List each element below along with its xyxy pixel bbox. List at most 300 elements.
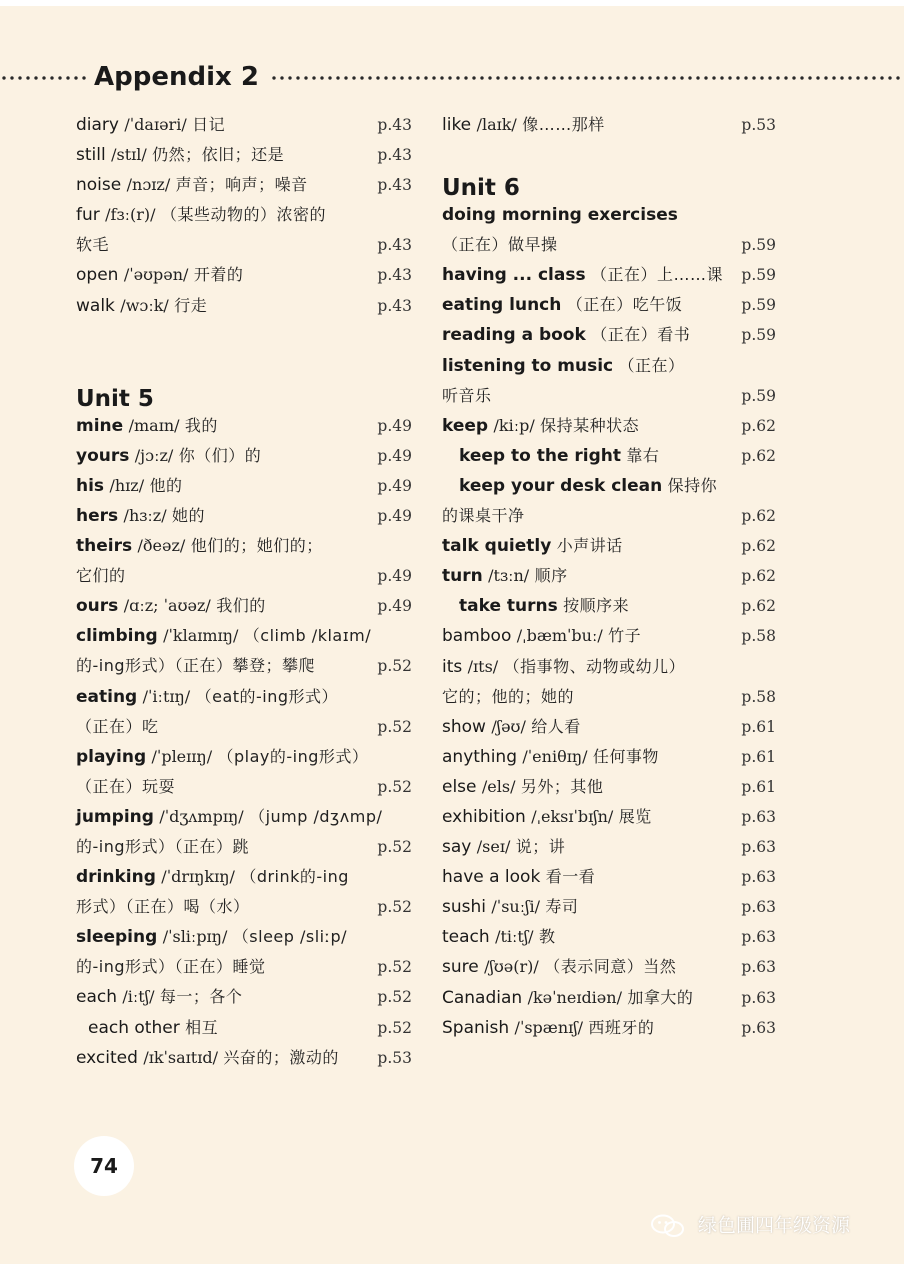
entry-meaning: 看一看	[545, 867, 596, 887]
entry-meaning: 它的；他的；她的	[442, 686, 575, 706]
entry-meaning: 保持某种状态	[540, 415, 640, 435]
vocab-entry	[442, 922, 778, 952]
entry-phonetic: /maɪn/	[128, 415, 180, 435]
entry-meaning: 给人看	[531, 716, 581, 736]
entry-text	[442, 952, 676, 982]
vocab-entry	[76, 561, 414, 591]
vocab-entry	[76, 892, 414, 922]
vocab-entry	[442, 531, 778, 561]
entry-word: eating	[76, 686, 138, 707]
entry-text	[442, 501, 525, 531]
entry-meaning: 它们的	[76, 566, 126, 586]
entry-text	[442, 621, 641, 651]
entry-word: doing morning exercises	[442, 205, 678, 226]
entry-page-ref: p.62	[741, 507, 776, 526]
entry-text	[442, 411, 639, 441]
entry-meaning: 的-ing形式）（正在）睡觉	[76, 957, 266, 977]
entry-text	[76, 291, 207, 321]
entry-phonetic: /kiːp/	[493, 415, 535, 435]
entry-meaning: 开着的	[193, 265, 244, 285]
entry-word: take turns	[459, 596, 558, 617]
entry-meaning: 声音；响声；噪音	[175, 175, 308, 195]
entry-text	[76, 952, 266, 982]
entry-meaning: （指事物、动物或幼儿）	[503, 656, 686, 676]
vocab-entry	[76, 260, 414, 290]
entry-phonetic: /ˈspænɪʃ/	[514, 1017, 583, 1037]
entry-word: talk quietly	[442, 536, 552, 557]
entry-page-ref: p.63	[741, 898, 776, 917]
vocab-entry	[76, 531, 414, 561]
entry-text	[442, 260, 723, 290]
vocab-entry	[76, 200, 414, 230]
entry-page-ref: p.62	[741, 597, 776, 616]
entry-page-ref: p.58	[741, 687, 776, 706]
vocab-entry	[76, 501, 414, 531]
entry-meaning: （climb /klaɪm/	[243, 626, 372, 646]
entry-page-ref: p.49	[377, 446, 412, 465]
entry-text	[442, 351, 685, 381]
entry-meaning: 日记	[192, 115, 226, 134]
unit-heading: Unit 6	[442, 175, 520, 202]
entry-phonetic: /jɔːz/	[134, 445, 174, 465]
entry-text	[76, 260, 243, 290]
entry-text	[76, 110, 225, 140]
entry-meaning: 保持你	[667, 475, 718, 495]
vocab-entry	[76, 1013, 414, 1043]
entry-phonetic: /ɑːz; ˈaʊəz/	[123, 596, 211, 616]
entry-meaning: （正在）做早操	[442, 235, 558, 255]
entry-text	[459, 471, 717, 501]
vocab-entry	[76, 471, 414, 501]
vocab-entry	[76, 291, 414, 321]
entry-phonetic: /ˈeniθɪŋ/	[522, 746, 588, 766]
entry-text	[442, 832, 565, 862]
entry-word: sleeping	[76, 927, 158, 948]
entry-word: still	[76, 145, 106, 166]
entry-word: keep to the right	[459, 445, 622, 466]
entry-word: else	[442, 776, 477, 797]
entry-meaning: 顺序	[534, 566, 568, 586]
entry-text	[442, 802, 652, 832]
entry-page-ref: p.62	[741, 567, 776, 586]
vocab-entry	[76, 651, 414, 681]
vocab-entry	[442, 892, 778, 922]
entry-page-ref: p.52	[377, 717, 412, 736]
entry-word: his	[76, 475, 105, 496]
entry-page-ref: p.63	[741, 958, 776, 977]
entry-meaning: 相互	[185, 1017, 219, 1037]
entry-phonetic: /hɜːz/	[123, 505, 167, 525]
vocab-entry	[76, 621, 414, 651]
entry-phonetic: /nɔɪz/	[126, 175, 171, 195]
entry-text	[76, 441, 261, 471]
entry-phonetic: /ˈpleɪɪŋ/	[151, 746, 213, 766]
entry-phonetic: /ˈsuːʃi/	[491, 897, 540, 917]
entry-phonetic: /ˈdʒʌmpɪŋ/	[159, 806, 244, 826]
vocab-entry	[442, 832, 778, 862]
vocab-entry	[76, 441, 414, 471]
entry-text	[442, 200, 678, 230]
entry-page-ref: p.63	[741, 807, 776, 826]
entry-phonetic: /ðeəz/	[137, 536, 186, 556]
entry-text	[442, 1013, 654, 1043]
entry-word: hers	[76, 505, 119, 526]
entry-text	[76, 170, 308, 200]
entry-page-ref: p.52	[377, 958, 412, 977]
spacer	[442, 140, 778, 170]
entry-text	[76, 682, 338, 712]
entry-page-ref: p.43	[377, 266, 412, 285]
entry-meaning: 像……那样	[522, 115, 605, 134]
appendix-header	[0, 58, 904, 98]
entry-text	[76, 772, 175, 802]
entry-page-ref: p.62	[741, 416, 776, 435]
vocab-entry	[76, 802, 414, 832]
vocab-entry	[442, 682, 778, 712]
entry-text	[76, 862, 349, 892]
vocab-entry	[442, 230, 778, 260]
entry-meaning: 他的	[149, 475, 183, 495]
entry-text	[76, 561, 126, 591]
entry-word: each other	[88, 1017, 180, 1038]
entry-page-ref: p.52	[377, 657, 412, 676]
vocab-entry	[76, 110, 414, 140]
left-column	[76, 110, 414, 1073]
unit-heading: Unit 5	[76, 385, 154, 412]
entry-text	[76, 892, 250, 922]
vocab-entry	[76, 832, 414, 862]
vocab-entry	[76, 230, 414, 260]
vocab-entry	[442, 290, 778, 320]
entry-text	[76, 742, 368, 772]
entry-word: its	[442, 656, 463, 677]
top-strip	[0, 0, 904, 6]
entry-text	[76, 712, 159, 742]
entry-meaning: 行走	[174, 295, 208, 315]
entry-phonetic: /hɪz/	[109, 475, 145, 495]
entry-text	[76, 471, 183, 501]
vocab-entry	[442, 471, 778, 501]
entry-meaning: 我们的	[216, 596, 266, 616]
entry-page-ref: p.49	[377, 506, 412, 525]
entry-word: fur	[76, 205, 100, 226]
entry-phonetic: /stɪl/	[111, 145, 147, 165]
vocab-entry	[76, 682, 414, 712]
entry-text	[76, 982, 242, 1012]
entry-word: yours	[76, 445, 130, 466]
vocab-entry	[442, 862, 778, 892]
entry-phonetic: /ˈklaɪmɪŋ/	[163, 626, 239, 646]
entry-text	[76, 200, 326, 230]
entry-meaning: （正在）看书	[591, 325, 691, 345]
entry-phonetic: /ˌeksɪˈbɪʃn/	[531, 806, 614, 826]
entry-meaning: （play的-ing形式）	[217, 746, 369, 766]
entry-meaning: 加拿大的	[627, 987, 694, 1007]
entry-text	[459, 441, 659, 471]
entry-meaning: 听音乐	[442, 385, 492, 405]
vocab-entry	[442, 983, 778, 1013]
entry-phonetic: /tiːtʃ/	[495, 927, 534, 947]
entry-text	[442, 290, 682, 320]
entry-page-ref: p.49	[377, 416, 412, 435]
entry-word: mine	[76, 415, 124, 436]
entry-phonetic: /kəˈneɪdiən/	[527, 987, 622, 1007]
entry-phonetic: /wɔːk/	[120, 295, 169, 315]
entry-phonetic: /ɪts/	[467, 656, 499, 676]
entry-page-ref: p.58	[741, 627, 776, 646]
vocab-entry	[442, 591, 778, 621]
entry-word: eating lunch	[442, 295, 562, 316]
entry-word: having ... class	[442, 265, 586, 286]
entry-text	[442, 110, 605, 140]
vocab-entry	[76, 952, 414, 982]
entry-meaning: 她的	[172, 505, 206, 525]
entry-word: noise	[76, 175, 122, 196]
entry-page-ref: p.59	[741, 236, 776, 255]
dotted-rule-right	[270, 76, 904, 80]
entry-text	[76, 1043, 339, 1073]
entry-meaning: 说；讲	[515, 837, 566, 857]
entry-text	[442, 230, 558, 260]
entry-meaning: 的-ing形式）（正在）跳	[76, 836, 250, 856]
vocab-entry	[76, 772, 414, 802]
entry-meaning: （正在）吃	[76, 716, 159, 736]
vocab-entry	[442, 200, 778, 230]
watermark	[650, 1209, 850, 1241]
entry-phonetic: /ˌbæmˈbuː/	[516, 626, 603, 646]
entry-meaning: （jump /dʒʌmp/	[249, 806, 383, 826]
entry-meaning: （正在）玩耍	[76, 776, 176, 796]
entry-page-ref: p.43	[377, 116, 412, 134]
spacer	[76, 321, 414, 351]
entry-page-ref: p.43	[377, 176, 412, 195]
entry-meaning: 小声讲话	[556, 536, 623, 556]
entry-word: jumping	[76, 806, 154, 827]
entry-page-ref: p.63	[741, 1018, 776, 1037]
entry-meaning: （某些动物的）浓密的	[160, 205, 326, 225]
vocab-entry	[76, 1043, 414, 1073]
vocab-entry	[442, 381, 778, 411]
entry-text	[76, 531, 323, 561]
entry-text	[76, 922, 347, 952]
entry-meaning: 仍然；依旧；还是	[152, 145, 285, 165]
entry-phonetic: /ˈsliːpɪŋ/	[162, 927, 228, 947]
entry-word: anything	[442, 746, 517, 767]
entry-word: turn	[442, 566, 483, 587]
vocab-entry	[442, 351, 778, 381]
entry-meaning: （正在）吃午饭	[566, 295, 683, 315]
entry-word: theirs	[76, 536, 133, 557]
entry-meaning: 另外；其他	[520, 776, 604, 796]
entry-page-ref: p.59	[741, 386, 776, 405]
entry-page-ref: p.63	[741, 868, 776, 887]
entry-meaning: 靠右	[626, 445, 660, 465]
entry-text	[442, 892, 578, 922]
entry-meaning: （正在）	[618, 355, 685, 375]
entry-meaning: 的课桌干净	[442, 506, 525, 526]
entry-page-ref: p.52	[377, 988, 412, 1007]
entry-text	[442, 862, 595, 892]
vocab-entry	[442, 320, 778, 350]
entry-meaning: 的-ing形式）（正在）攀登；攀爬	[76, 656, 316, 676]
vocab-entry	[442, 652, 778, 682]
entry-phonetic: /ˈiːtɪŋ/	[142, 686, 191, 706]
entry-page-ref: p.43	[377, 236, 412, 255]
entry-word: Spanish	[442, 1017, 510, 1038]
entry-text	[76, 802, 382, 832]
vocab-entry	[442, 952, 778, 982]
entry-page-ref: p.59	[741, 266, 776, 285]
vocab-entry	[442, 712, 778, 742]
entry-word: reading a book	[442, 325, 586, 346]
entry-word: diary	[76, 115, 119, 135]
entry-meaning: 竹子	[608, 626, 642, 646]
entry-phonetic: /ʃʊə(r)/	[484, 957, 539, 977]
entry-page-ref: p.63	[741, 838, 776, 857]
entry-meaning: 教	[538, 927, 556, 947]
entry-meaning: （正在）上……课	[591, 265, 724, 285]
entry-page-ref: p.49	[377, 567, 412, 586]
entry-text	[442, 381, 492, 411]
entry-page-ref: p.49	[377, 597, 412, 616]
entry-text	[76, 651, 315, 681]
watermark-text: 绿色圃四年级资源	[698, 1214, 851, 1237]
entry-page-ref: p.43	[377, 296, 412, 315]
entry-page-ref: p.53	[741, 116, 776, 134]
vocab-entry	[442, 260, 778, 290]
entry-word: ours	[76, 596, 119, 617]
entry-phonetic: /tɜːn/	[488, 566, 530, 586]
entry-text	[442, 561, 568, 591]
vocab-entry	[76, 140, 414, 170]
entry-word: exhibition	[442, 806, 526, 827]
vocab-entry	[76, 411, 414, 441]
vocab-entry	[442, 110, 778, 140]
entry-meaning: 兴奋的；激动的	[223, 1047, 339, 1067]
entry-word: like	[442, 115, 472, 135]
entry-text	[442, 922, 556, 952]
vocab-entry	[76, 712, 414, 742]
entry-word: playing	[76, 746, 147, 767]
entry-word: each	[76, 987, 117, 1008]
entry-page-ref: p.59	[741, 326, 776, 345]
entry-phonetic: /els/	[481, 776, 516, 796]
vocab-entry	[76, 862, 414, 892]
entry-text	[459, 591, 629, 621]
entry-meaning: 寿司	[545, 897, 579, 917]
entry-meaning: 他们的；她们的；	[190, 536, 323, 556]
vocab-entry	[76, 591, 414, 621]
entry-meaning: （sleep /sliːp/	[232, 927, 348, 947]
entry-page-ref: p.62	[741, 537, 776, 556]
entry-text	[442, 320, 690, 350]
entry-word: bamboo	[442, 626, 512, 647]
entry-word: keep	[442, 415, 489, 436]
entry-page-ref: p.63	[741, 988, 776, 1007]
entry-page-ref: p.59	[741, 296, 776, 315]
entry-word: have a look	[442, 867, 541, 888]
entry-phonetic: /laɪk/	[476, 115, 517, 134]
vocab-entry	[76, 742, 414, 772]
entry-meaning: 你（们）的	[178, 445, 262, 465]
entry-page-ref: p.61	[741, 777, 776, 796]
entry-page-ref: p.61	[741, 747, 776, 766]
vocab-entry	[442, 561, 778, 591]
entry-page-ref: p.52	[377, 837, 412, 856]
entry-phonetic: /iːtʃ/	[122, 987, 155, 1007]
entry-text	[76, 621, 371, 651]
vocab-entry	[442, 772, 778, 802]
entry-phonetic: /ˈdaɪəri/	[124, 115, 187, 134]
entry-text	[76, 501, 205, 531]
entry-text	[442, 712, 581, 742]
entry-page-ref: p.52	[377, 898, 412, 917]
page-number: 74	[74, 1136, 134, 1196]
entry-text	[442, 742, 659, 772]
entry-word: say	[442, 837, 472, 858]
entry-word: open	[76, 265, 119, 286]
entry-word: keep your desk clean	[459, 475, 663, 496]
vocab-entry	[442, 621, 778, 651]
entry-word: teach	[442, 927, 490, 948]
vocab-entry	[442, 501, 778, 531]
entry-word: listening to music	[442, 355, 614, 376]
entry-text	[76, 230, 109, 260]
vocab-entry	[76, 922, 414, 952]
vocab-entry	[76, 982, 414, 1012]
entry-meaning: 按顺序来	[563, 596, 630, 616]
entry-page-ref: p.53	[377, 1048, 412, 1067]
vocab-entry	[442, 411, 778, 441]
entry-text	[442, 531, 623, 561]
entry-meaning: （表示同意）当然	[544, 957, 677, 977]
appendix-title: Appendix 2	[94, 62, 259, 92]
entry-meaning: 任何事物	[592, 746, 659, 766]
entry-page-ref: p.43	[377, 146, 412, 165]
entry-phonetic: /ɪkˈsaɪtɪd/	[143, 1047, 218, 1067]
entry-meaning: 每一；各个	[159, 987, 243, 1007]
entry-text	[76, 411, 218, 441]
entry-meaning: 软毛	[76, 235, 110, 255]
entry-page-ref: p.63	[741, 928, 776, 947]
entry-page-ref: p.52	[377, 1018, 412, 1037]
entry-meaning: （eat的-ing形式）	[195, 686, 339, 706]
wechat-icon	[650, 1214, 686, 1238]
vocab-entry	[442, 802, 778, 832]
entry-text	[442, 682, 574, 712]
vocab-entry	[442, 441, 778, 471]
entry-word: sushi	[442, 897, 486, 918]
entry-text	[442, 772, 603, 802]
entry-phonetic: /ˈdrɪŋkɪŋ/	[161, 867, 235, 887]
right-column	[442, 110, 778, 1043]
entry-word: Canadian	[442, 987, 523, 1008]
entry-word: walk	[76, 295, 115, 316]
entry-page-ref: p.61	[741, 717, 776, 736]
spacer	[76, 351, 414, 381]
entry-page-ref: p.62	[741, 446, 776, 465]
vocab-entry	[442, 1013, 778, 1043]
entry-text	[76, 832, 249, 862]
dotted-rule-left	[0, 76, 86, 80]
vocab-entry	[442, 742, 778, 772]
entry-meaning: 西班牙的	[588, 1017, 655, 1037]
entry-meaning: （drink的-ing	[240, 867, 349, 887]
entry-phonetic: /ˈəʊpən/	[123, 265, 189, 285]
entry-page-ref: p.52	[377, 777, 412, 796]
entry-word: climbing	[76, 626, 158, 647]
entry-word: drinking	[76, 867, 156, 888]
